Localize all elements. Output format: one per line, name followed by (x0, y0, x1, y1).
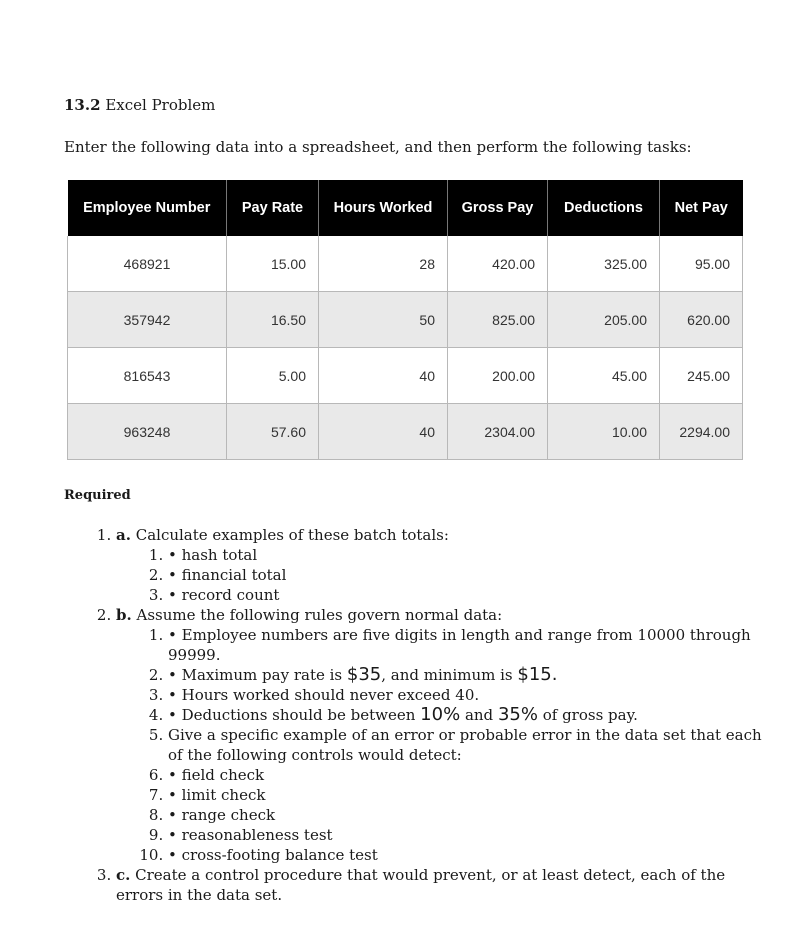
cell-gross-pay: 2304.00 (448, 404, 548, 460)
list-item: 9. • reasonableness test (168, 825, 766, 845)
task-list (88, 525, 766, 905)
list-item: 8. • range check (168, 805, 766, 825)
task-c-text: Create a control procedure that would prevent, or at least detect, each of the errors in the data set. (116, 866, 726, 904)
header-deductions: Deductions (548, 180, 660, 236)
required-heading: Required (64, 488, 131, 503)
cell-employee-number: 816543 (68, 348, 227, 404)
list-item: 2. • financial total (168, 565, 766, 585)
rule-text: • Maximum pay rate is (168, 666, 347, 684)
rule-text: of gross pay. (537, 706, 638, 724)
list-item: 1. • hash total (168, 545, 766, 565)
cell-deductions: 10.00 (548, 404, 660, 460)
cell-pay-rate: 16.50 (227, 292, 319, 348)
table-row (68, 292, 743, 348)
rule-text: , and minimum is (381, 666, 518, 684)
problem-title (64, 96, 215, 114)
cell-net-pay: 620.00 (660, 292, 743, 348)
header-hours-worked: Hours Worked (319, 180, 448, 236)
task-a-subitems (116, 545, 766, 605)
task-a-label: a. (116, 526, 131, 544)
table-row (68, 404, 743, 460)
cell-gross-pay: 420.00 (448, 236, 548, 292)
intro-text: Enter the following data into a spreadsheet, and then perform the following tasks: (64, 138, 692, 156)
list-item: 10. • cross-footing balance test (168, 845, 766, 865)
task-b-text: Assume the following rules govern normal data: (136, 606, 503, 624)
task-a (116, 525, 766, 605)
cell-hours-worked: 50 (319, 292, 448, 348)
cell-hours-worked: 40 (319, 348, 448, 404)
min-pay-value: $15. (517, 664, 558, 685)
list-item: 7. • limit check (168, 785, 766, 805)
task-b (116, 605, 766, 865)
table-header-row (68, 180, 743, 236)
cell-pay-rate: 5.00 (227, 348, 319, 404)
header-gross-pay: Gross Pay (448, 180, 548, 236)
list-item: 1. • Employee numbers are five digits in length and range from 10000 through 99999. (168, 625, 766, 665)
cell-employee-number: 963248 (68, 404, 227, 460)
problem-number: 13.2 (64, 96, 101, 114)
rule-text: and (460, 706, 498, 724)
list-item (168, 705, 766, 725)
min-deduction-value: 10% (420, 704, 461, 725)
cell-hours-worked: 40 (319, 404, 448, 460)
cell-pay-rate: 15.00 (227, 236, 319, 292)
header-pay-rate: Pay Rate (227, 180, 319, 236)
rule-text: • Deductions should be between (168, 706, 421, 724)
max-deduction-value: 35% (497, 704, 538, 725)
list-item: 3. • Hours worked should never exceed 40. (168, 685, 766, 705)
cell-deductions: 45.00 (548, 348, 660, 404)
task-c-label: c. (116, 866, 131, 884)
cell-deductions: 325.00 (548, 236, 660, 292)
header-employee-number: Employee Number (68, 180, 227, 236)
list-item: 3. • record count (168, 585, 766, 605)
cell-deductions: 205.00 (548, 292, 660, 348)
task-b-subitems (116, 625, 766, 865)
cell-net-pay: 2294.00 (660, 404, 743, 460)
cell-employee-number: 357942 (68, 292, 227, 348)
list-item: 5. Give a specific example of an error or probable error in the data set that each of the following controls would detect: (168, 725, 766, 765)
table-row (68, 348, 743, 404)
table-row (68, 236, 743, 292)
task-c (116, 865, 766, 905)
problem-heading-text: Excel Problem (105, 96, 216, 114)
task-b-label: b. (116, 606, 132, 624)
cell-pay-rate: 57.60 (227, 404, 319, 460)
cell-employee-number: 468921 (68, 236, 227, 292)
header-net-pay: Net Pay (660, 180, 743, 236)
task-a-text: Calculate examples of these batch totals: (135, 526, 449, 544)
data-table (67, 180, 743, 460)
cell-net-pay: 245.00 (660, 348, 743, 404)
list-item: 6. • field check (168, 765, 766, 785)
cell-hours-worked: 28 (319, 236, 448, 292)
max-pay-value: $35 (346, 664, 382, 685)
cell-gross-pay: 200.00 (448, 348, 548, 404)
cell-net-pay: 95.00 (660, 236, 743, 292)
list-item (168, 665, 766, 685)
cell-gross-pay: 825.00 (448, 292, 548, 348)
